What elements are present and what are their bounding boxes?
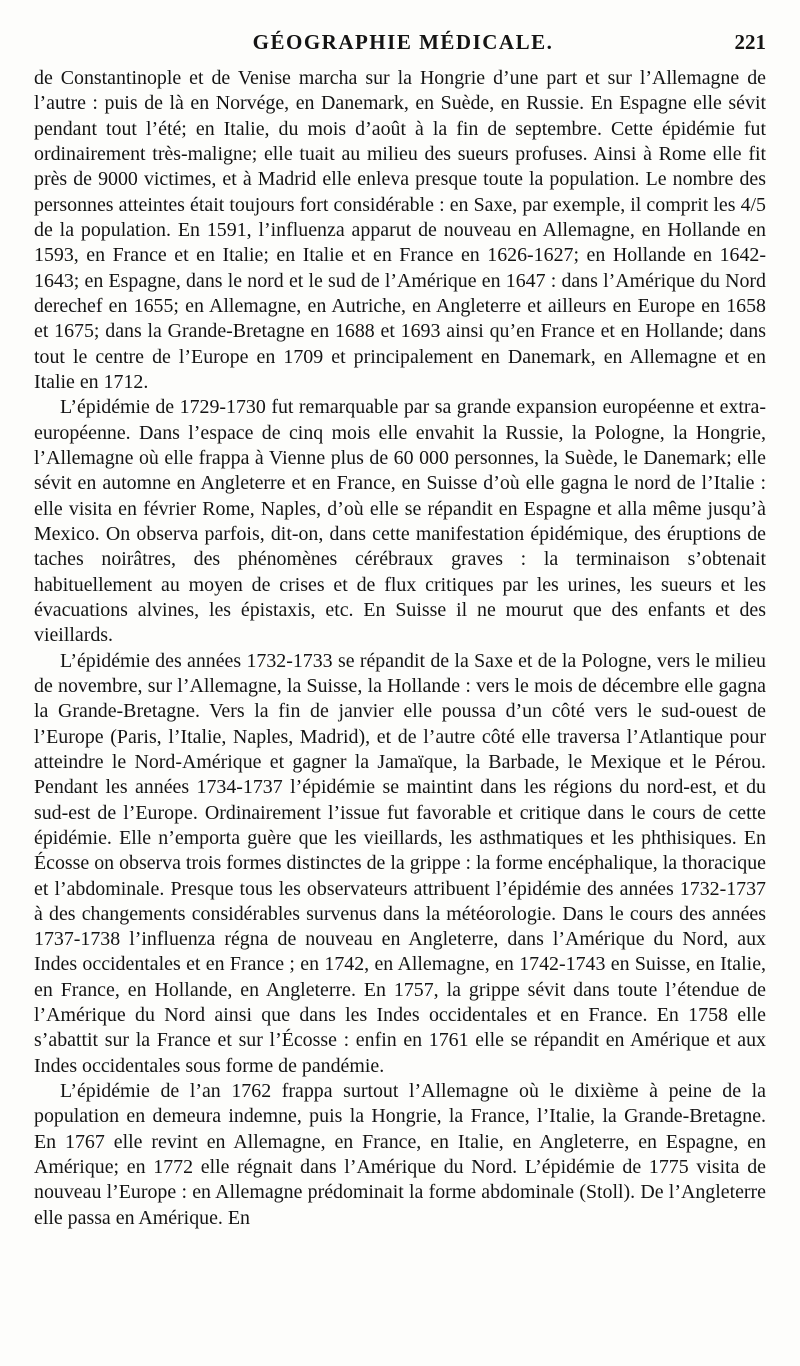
paragraph-epidemic-1762: L’épidémie de l’an 1762 frappa surtout l’Allemagne où le dixième à peine de la population en demeura indemne, puis la Hongrie, la France, l’Italie, la Grande-Bretagne. En 1767 elle revint en Allemagne, en France, en Italie, en Angleterre, en Espagne, en Amérique; en 1772 elle régnait dans l’Amérique du Nord. L’épidémie de 1775 visita de nouveau l’Europe : en Allemagne prédominait la forme abdominale (Stoll). De l’Angleterre elle passa en Amérique. En — [34, 1080, 766, 1229]
running-header — [36, 30, 770, 60]
running-title: GÉOGRAPHIE MÉDICALE. — [252, 30, 554, 54]
paragraph-epidemic-1732: L’épidémie des années 1732-1733 se répandit de la Saxe et de la Pologne, vers le milieu de novembre, sur l’Allemagne, la Suisse, la Hollande : vers le mois de décembre elle gagna la Grande-Bretagne. Vers la fin de janvier elle poussa d’un côté vers le sud-ouest de l’Europe (Paris, l’Italie, Naples, Madrid), et de l’autre côté elle traversa l’Atlantique pour atteindre le Nord-Amérique et gagner la Jamaïque, la Barbade, le Mexique et le Pérou. Pendant les années 1734-1737 l’épidémie se maintint dans les régions du nord-est, et du sud-est de l’Europe. Ordinairement l’issue fut favorable et critique dans le cours de cette épidémie. Elle n’emporta guère que les vieillards, les asthmatiques et les phthisiques. En Écosse on observa trois formes distinctes de la grippe : la forme encéphalique, la thoracique et l’abdominale. Presque tous les observateurs attribuent l’épidémie des années 1732-1737 à des changements considérables survenus dans la météorologie. Dans le cours des années 1737-1738 l’influenza régna de nouveau en Angleterre, dans l’Amérique du Nord, aux Indes occidentales et en France ; en 1742, en Allemagne, en 1742-1743 en Suisse, en Italie, en France, en Hollande, en Angleterre. En 1757, la grippe sévit dans toute l’étendue de l’Amérique du Nord ainsi que dans les Indes occidentales et en France. En 1758 elle s’abattit sur la France et sur l’Écosse : enfin en 1761 elle se répandit en Amérique et aux Indes occidentales sous forme de pandémie. — [34, 649, 766, 1077]
page-number: 221 — [734, 30, 766, 54]
paragraph-epidemic-1729: L’épidémie de 1729-1730 fut remarquable par sa grande expansion européenne et extra-européenne. Dans l’espace de cinq mois elle envahit la Russie, la Pologne, la Hongrie, l’Allemagne où elle frappa à Vienne plus de 60 000 personnes, la Suède, le Danemark; elle sévit en automne en Angleterre et en France, en Suisse d’où elle gagna le nord de l’Italie : elle visita en février Rome, Naples, d’où elle se répandit en Espagne et alla même jusqu’à Mexico. On observa parfois, dit-on, dans cette manifestation épidémique, des éruptions de taches noirâtres, des phénomènes cérébraux graves : la terminaison s’obtenait habituellement au moyen de crises et de flux critiques par les urines, les sueurs et les évacuations alvines, les épistaxis, etc. En Suisse il ne mourut que des enfants et des vieillards. — [34, 396, 766, 647]
body-text — [34, 66, 766, 1231]
paragraph-continued: de Constantinople et de Venise marcha sur la Hongrie d’une part et sur l’Allemagne de l’autre : puis de là en Norvége, en Danemark, en Suède, en Russie. En Espagne elle sévit pendant tout l’été; en Italie, du mois d’août à la fin de septembre. Cette épidémie fut ordinairement très-maligne; elle tuait au milieu des sueurs profuses. Ainsi à Rome elle fit près de 9000 victimes, et à Madrid elle enleva presque toute la population. Le nombre des personnes atteintes était toujours fort considérable : en Saxe, par exemple, il comprit les 4/5 de la population. En 1591, l’influenza apparut de nouveau en Allemagne, en Hollande en 1593, en France et en Italie; en Italie et en France en 1626-1627; en Hollande en 1642-1643; en Espagne, dans le nord et le sud de l’Amérique en 1647 : dans l’Amérique du Nord derechef en 1655; en Allemagne, en Autriche, en Angleterre et ailleurs en Europe en 1658 et 1675; dans la Grande-Bretagne en 1688 et 1693 ainsi qu’en France et en Hollande; dans tout le centre de l’Europe en 1709 et principalement en Danemark, en Allemagne et en Italie en 1712. — [34, 67, 766, 393]
